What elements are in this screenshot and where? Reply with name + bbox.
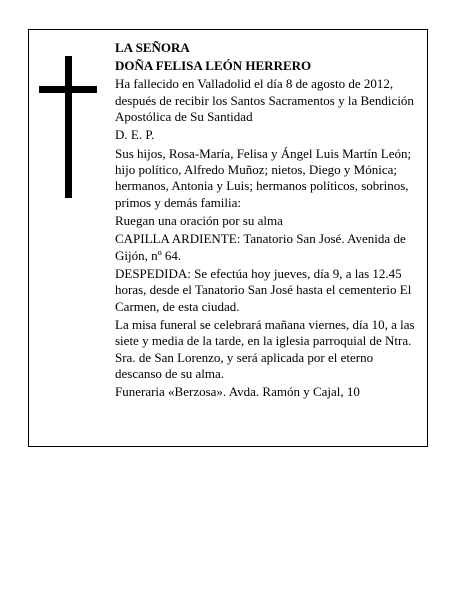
obituary-text (115, 40, 421, 403)
rest-in-peace: D. E. P. (115, 127, 155, 143)
obituary-title: LA SEÑORA (115, 40, 190, 55)
death-announcement: Ha fallecido en Valladolid el día 8 de agosto de 2012, después de recibir los Santos Sacramentos y la Bendición Apostólica de Su Santidad (115, 76, 414, 125)
prayer-request: Ruegan una oración por su alma (115, 213, 283, 229)
chapel-info: CAPILLA ARDIENTE: Tanatorio San José. Avenida de Gijón, nº 64. (115, 231, 406, 263)
family-list: Sus hijos, Rosa-María, Felisa y Ángel Luis Martín León; hijo político, Alfredo Muñoz; nietos, Diego y Mónica; hermanos, Antonia y Luis; hermanos políticos, sobrinos, primos y demás familia: (115, 145, 412, 210)
cross-vertical-bar (65, 56, 72, 198)
funeral-mass-info: La misa funeral se celebrará mañana viernes, día 10, a las siete y media de la tarde, en la iglesia parroquial de Ntra. Sra. de San Lorenzo, y será aplicada por el eterno descanso de su alma. (115, 316, 415, 382)
farewell-info: DESPEDIDA: Se efectúa hoy jueves, día 9, a las 12.45 horas, desde el Tanatorio San José hasta el cementerio El Carmen, de esta ciudad. (115, 265, 412, 314)
cross-horizontal-bar (39, 86, 97, 93)
deceased-name: DOÑA FELISA LEÓN HERRERO (115, 58, 312, 74)
funeral-home-info: Funeraria «Berzosa». Avda. Ramón y Cajal, 10 (115, 384, 360, 400)
obituary-notice (28, 29, 428, 447)
cross-icon (39, 56, 97, 198)
